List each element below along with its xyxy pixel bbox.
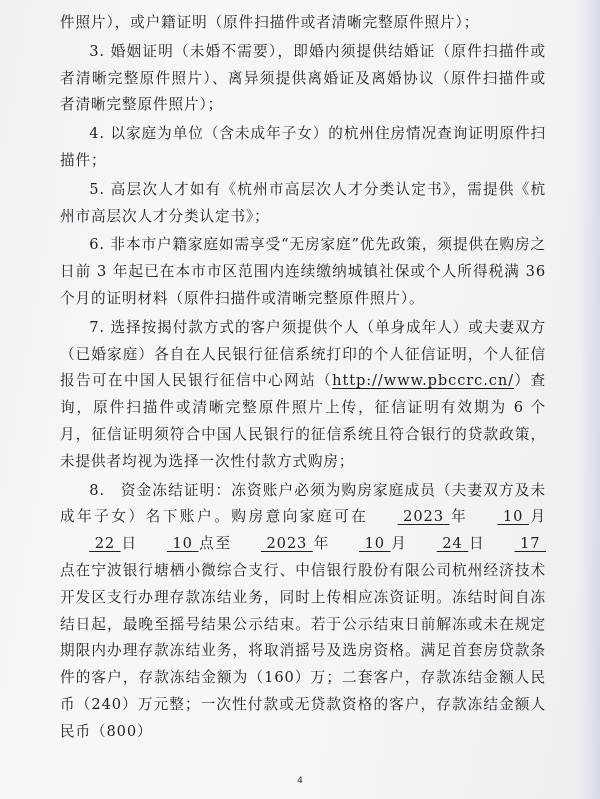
end-year-blank: 2023 bbox=[266, 535, 308, 553]
document-body bbox=[60, 10, 546, 746]
start-month-blank: 10 bbox=[502, 508, 524, 526]
paragraph-7-credit-report bbox=[60, 315, 546, 476]
to-label: 点至 bbox=[198, 535, 232, 553]
end-month-blank: 10 bbox=[364, 535, 385, 553]
start-day-blank: 22 bbox=[94, 535, 116, 553]
year-label: 年 bbox=[449, 508, 469, 526]
paragraph-8-fund-freeze bbox=[60, 478, 546, 746]
day-label: 日 bbox=[120, 535, 138, 553]
paragraph-8-text-a: 8. 资金冻结证明：冻资账户必须为购房家庭成员（夫妻双方及未成年子女）名下账户。购房意向家庭可在 bbox=[60, 481, 546, 526]
year-label-2: 年 bbox=[312, 535, 330, 553]
paragraph-7-text-b: ）查询，原件扫描件或清晰完整原件照片上传，征信证明有效期为 6 个月，征信证明须符合中国人民银行的征信系统且符合银行的贷款政策，未提供者均视为选择一次性付款方式购房； bbox=[60, 372, 546, 470]
month-label: 月 bbox=[528, 508, 547, 526]
page-fold-shadow bbox=[578, 0, 600, 799]
paragraph-4-housing-proof: 4. 以家庭为单位（含未成年子女）的杭州住房情况查询证明原件扫描件； bbox=[60, 125, 546, 169]
paragraph-5-talent-certificate: 5. 高层次人才如有《杭州市高层次人才分类认定书》，需提供《杭州市高层次人才分类认定书》； bbox=[60, 180, 546, 225]
paragraph-3-marriage-proof: 3. 婚姻证明（未婚不需要），即婚内须提供结婚证（原件扫描件或者清晰完整原件照片）、离异须提供离婚证及离婚协议（原件扫描件或者清晰完整原件照片）； bbox=[60, 42, 546, 114]
start-year-blank: 2023 bbox=[403, 508, 444, 526]
month-label-2: 月 bbox=[390, 535, 408, 553]
paragraph-8-text-b: 点在宁波银行塘栖小微综合支行、中信银行股份有限公司杭州经济技术开发区支行办理存款冻结业务，同时上传相应冻资证明。冻结时间自冻结日起，最晚至摇号结果公示结束。若于公示结束日前解冻或未在规定期限内办理存款冻结业务，将取消摇号及选房资格。满足首套房贷款条件的客户，存款冻结金额为（160）万；二套客户，存款冻结金额人民币（240）万元整；一次性付款或无贷款资格的客户，存款冻结金额人民币（800） bbox=[60, 561, 546, 740]
end-day-blank: 24 bbox=[442, 535, 463, 553]
page-number: 4 bbox=[297, 776, 303, 786]
end-hour-blank: 17 bbox=[520, 535, 541, 553]
credit-center-url-link[interactable]: http://www.pbccrc.cn/ bbox=[332, 372, 514, 390]
paragraph-6-non-local-household: 6. 非本市户籍家庭如需享受“无房家庭”优先政策，须提供在购房之日前 3 年起已在本市市区范围内连续缴纳城镇社保或个人所得税满 36 个月的证明材料（原件扫描件或清晰完整原件照片）。 bbox=[60, 236, 546, 307]
day-label-2: 日 bbox=[468, 535, 486, 553]
paragraph-2-tail: 件照片），或户籍证明（原件扫描件或者清晰完整原件照片）； bbox=[60, 14, 480, 31]
start-hour-blank: 10 bbox=[172, 535, 193, 553]
paragraph-7-text-a: 7. 选择按揭付款方式的客户须提供个人（单身成年人）或夫妻双方（已婚家庭）各自在人民银行征信系统打印的个人征信证明，个人征信报告可在中国人民银行征信中心网站（ bbox=[60, 318, 546, 390]
